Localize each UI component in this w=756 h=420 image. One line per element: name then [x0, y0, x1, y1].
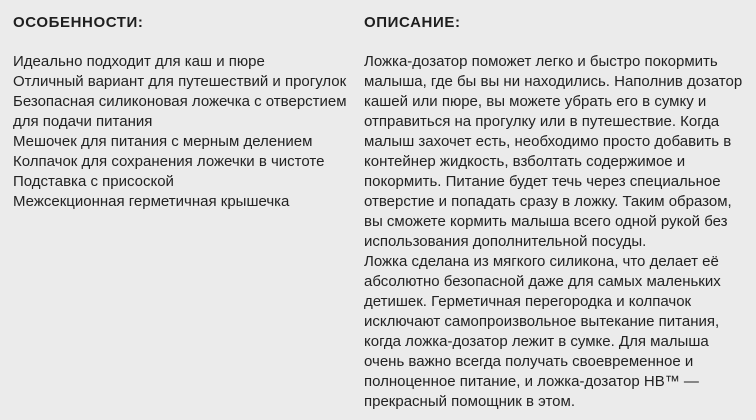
features-heading: ОСОБЕННОСТИ: [13, 14, 144, 31]
feature-item: Идеально подходит для каш и пюре [13, 53, 265, 70]
features-list [13, 52, 348, 212]
feature-item: Подставка с присоской [13, 173, 174, 190]
description-body [364, 52, 750, 412]
feature-item: Мешочек для питания с мерным делением [13, 133, 313, 150]
feature-item: Отличный вариант для путешествий и прогулок [13, 73, 347, 90]
feature-item: Колпачок для сохранения ложечки в чистоте [13, 153, 325, 170]
description-paragraph: Ложка-дозатор поможет легко и быстро покормить малыша, где бы вы ни находились. Наполнив дозатор кашей или пюре, вы можете убрать его в сумку и отправиться на прогулку или в путешествие. Когда малыш захочет есть, необходимо просто добавить в контейнер жидкость, взболтать содержимое и покормить. Питание будет течь через специальное отверстие и попадать сразу в ложку. Таким образом, вы сможете кормить малыша всего одной рукой без использования дополнительной посуды. [364, 53, 743, 250]
description-paragraph: Ложка сделана из мягкого силикона, что делает её абсолютно безопасной даже для самых маленьких детишек. Герметичная перегородка и колпачок исключают самопроизвольное вытекание питания, когда ложка-дозатор лежит в сумке. Для малыша очень важно всегда получать своевременное и полноценное питание, и ложка-дозатор HB™ — прекрасный помощник в этом. [364, 253, 721, 410]
feature-item: Безопасная силиконовая ложечка с отверстием для подачи питания [13, 93, 347, 130]
feature-item: Межсекционная герметичная крышечка [13, 193, 290, 210]
description-section [364, 0, 752, 410]
description-heading: ОПИСАНИЕ: [364, 14, 461, 31]
features-section [13, 0, 348, 210]
